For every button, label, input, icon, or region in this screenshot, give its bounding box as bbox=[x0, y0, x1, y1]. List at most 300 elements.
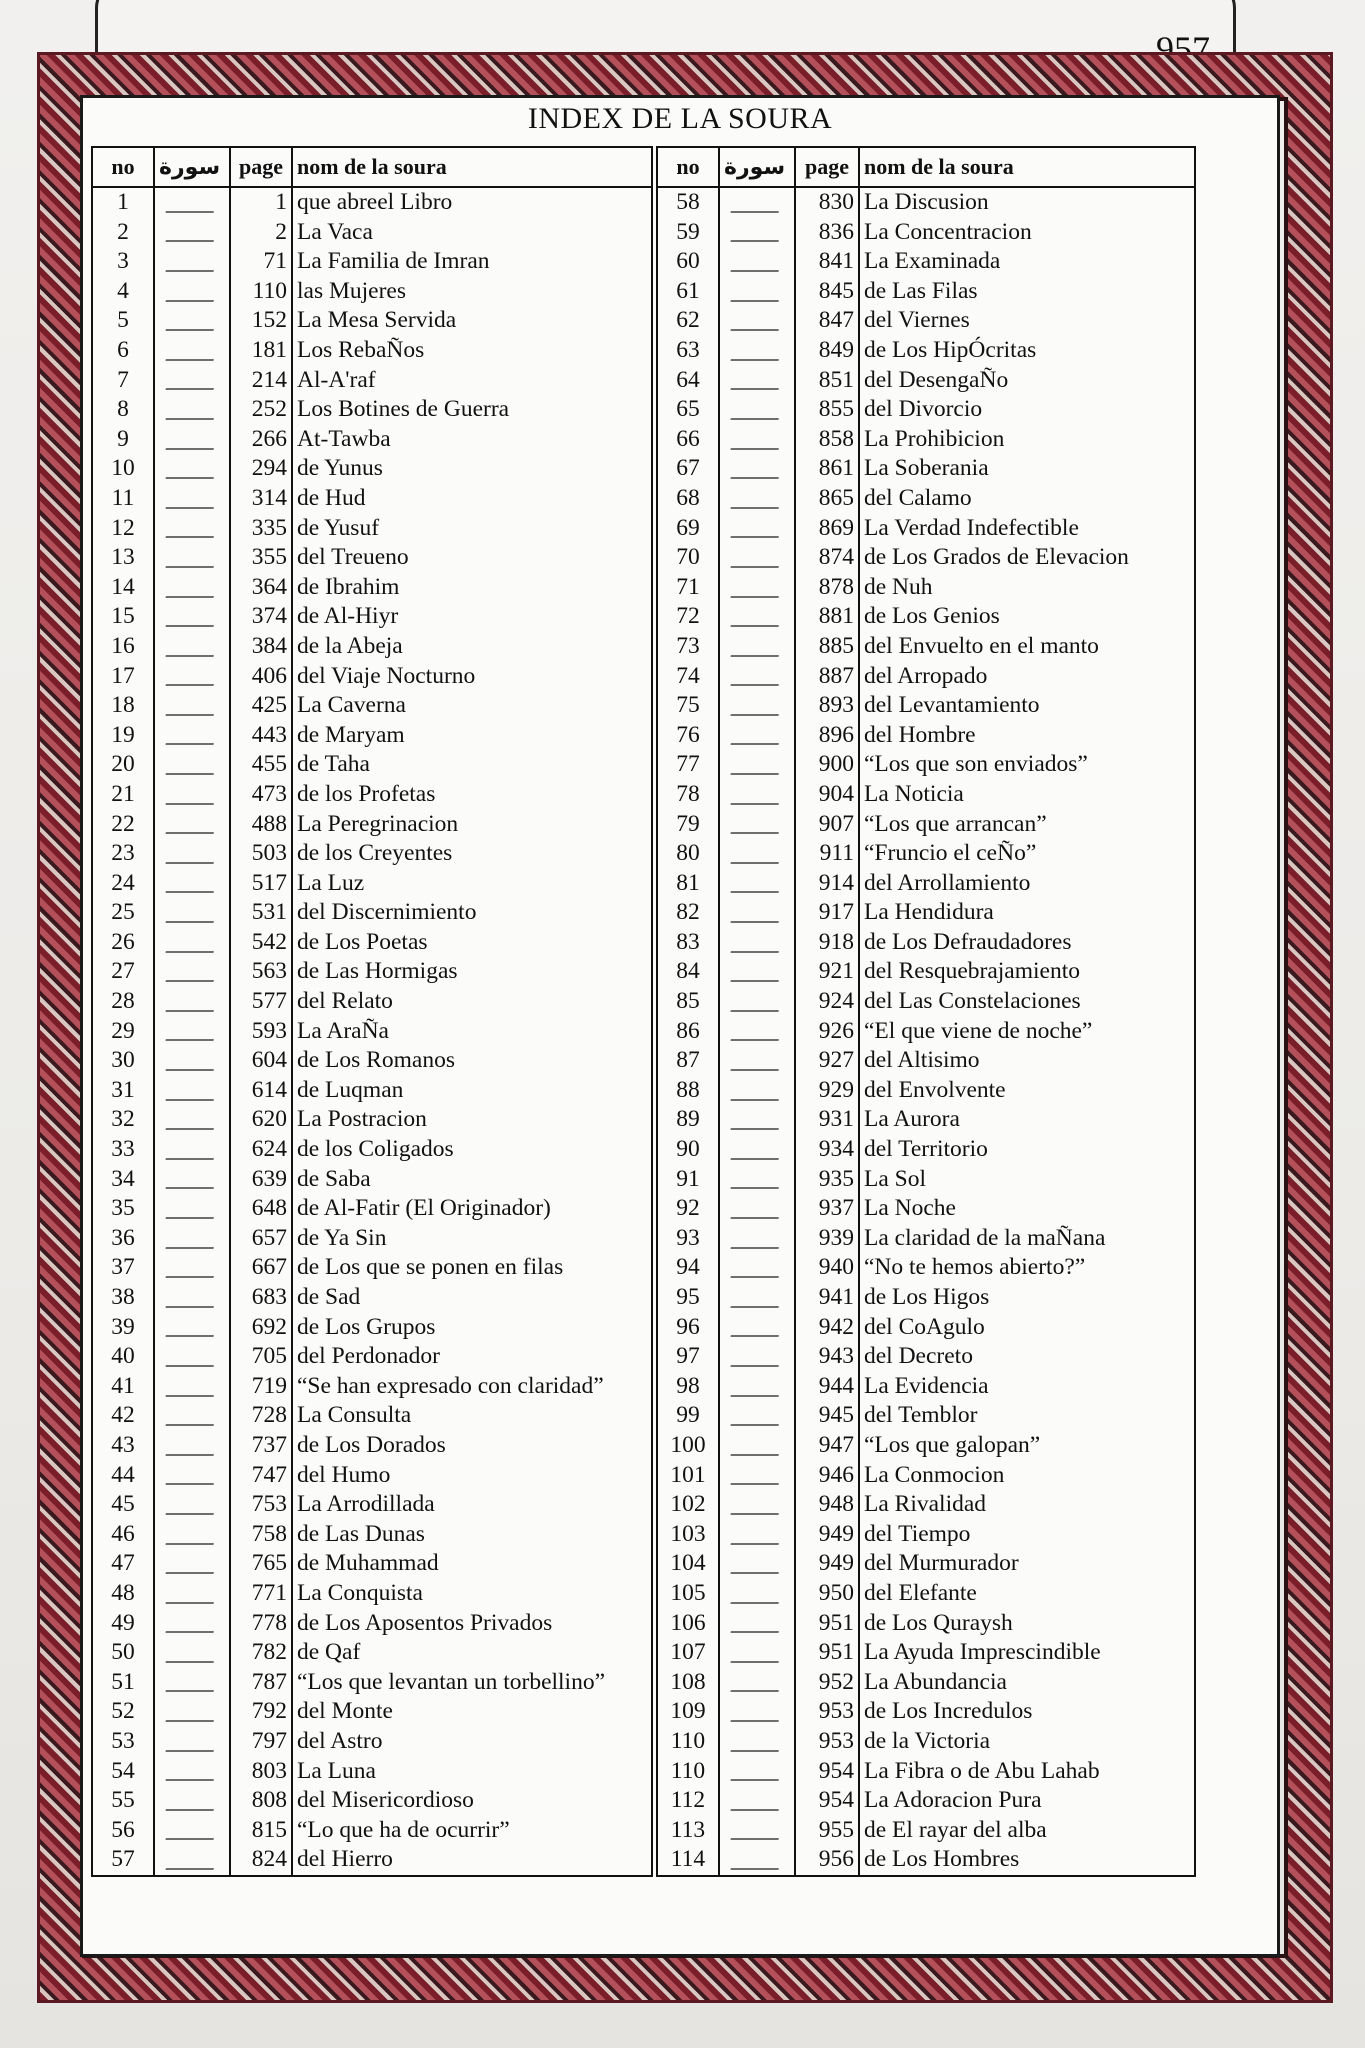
surah-arabic-calligraphy bbox=[719, 839, 795, 869]
surah-number: 28 bbox=[92, 987, 154, 1017]
table-row bbox=[657, 1431, 1195, 1461]
arabic-calligraphy-icon bbox=[730, 988, 783, 1012]
surah-name: de Luqman bbox=[292, 1076, 652, 1106]
surah-page: 878 bbox=[795, 573, 859, 603]
surah-arabic-calligraphy bbox=[719, 809, 795, 839]
arabic-calligraphy-icon bbox=[730, 189, 783, 213]
surah-arabic-calligraphy bbox=[154, 573, 230, 603]
arabic-calligraphy-icon bbox=[730, 307, 783, 331]
surah-name: de Maryam bbox=[292, 721, 652, 751]
surah-name: de Taha bbox=[292, 750, 652, 780]
table-header-row bbox=[92, 147, 652, 187]
arabic-calligraphy-icon bbox=[165, 366, 218, 390]
surah-arabic-calligraphy bbox=[719, 602, 795, 632]
surah-name: La Prohibicion bbox=[859, 425, 1195, 455]
arabic-calligraphy-icon bbox=[730, 1432, 783, 1456]
arabic-calligraphy-icon bbox=[730, 1136, 783, 1160]
surah-number: 68 bbox=[657, 484, 719, 514]
surah-page: 953 bbox=[795, 1697, 859, 1727]
arabic-calligraphy-icon bbox=[165, 1550, 218, 1574]
surah-number: 17 bbox=[92, 662, 154, 692]
surah-arabic-calligraphy bbox=[719, 425, 795, 455]
surah-name: La Verdad Indefectible bbox=[859, 514, 1195, 544]
table-row bbox=[92, 691, 652, 721]
surah-arabic-calligraphy bbox=[154, 1845, 230, 1876]
surah-arabic-calligraphy bbox=[154, 898, 230, 928]
surah-number: 73 bbox=[657, 632, 719, 662]
arabic-calligraphy-icon bbox=[730, 1077, 783, 1101]
surah-name: de Los Defraudadores bbox=[859, 928, 1195, 958]
surah-name: del CoAgulo bbox=[859, 1313, 1195, 1343]
surah-number: 29 bbox=[92, 1017, 154, 1047]
arabic-calligraphy-icon bbox=[730, 1165, 783, 1189]
arabic-calligraphy-icon bbox=[730, 721, 783, 745]
page-number: 957 bbox=[1156, 29, 1210, 69]
arabic-calligraphy-icon bbox=[165, 1698, 218, 1722]
table-row bbox=[657, 247, 1195, 277]
header-name: nom de la soura bbox=[292, 147, 652, 187]
surah-page: 861 bbox=[795, 454, 859, 484]
surah-number: 50 bbox=[92, 1638, 154, 1668]
surah-page: 865 bbox=[795, 484, 859, 514]
surah-number: 37 bbox=[92, 1253, 154, 1283]
arabic-calligraphy-icon bbox=[165, 1225, 218, 1249]
surah-number: 58 bbox=[657, 187, 719, 218]
surah-name: del Envolvente bbox=[859, 1076, 1195, 1106]
surah-number: 33 bbox=[92, 1135, 154, 1165]
surah-number: 103 bbox=[657, 1520, 719, 1550]
surah-page: 753 bbox=[230, 1490, 292, 1520]
arabic-calligraphy-icon bbox=[165, 544, 218, 568]
surah-arabic-calligraphy bbox=[154, 1372, 230, 1402]
surah-arabic-calligraphy bbox=[154, 1549, 230, 1579]
surah-number: 34 bbox=[92, 1165, 154, 1195]
table-row bbox=[92, 1579, 652, 1609]
surah-arabic-calligraphy bbox=[719, 187, 795, 218]
table-row bbox=[92, 1165, 652, 1195]
surah-number: 32 bbox=[92, 1105, 154, 1135]
surah-name: del Relato bbox=[292, 987, 652, 1017]
surah-name: La Arrodillada bbox=[292, 1490, 652, 1520]
surah-arabic-calligraphy bbox=[719, 898, 795, 928]
surah-number: 87 bbox=[657, 1046, 719, 1076]
arabic-calligraphy-icon bbox=[165, 1373, 218, 1397]
surah-arabic-calligraphy bbox=[154, 1638, 230, 1668]
surah-page: 797 bbox=[230, 1727, 292, 1757]
surah-name: La Soberania bbox=[859, 454, 1195, 484]
surah-number: 38 bbox=[92, 1283, 154, 1313]
arabic-calligraphy-icon bbox=[730, 1668, 783, 1692]
surah-name: del Murmurador bbox=[859, 1549, 1195, 1579]
surah-number: 18 bbox=[92, 691, 154, 721]
surah-number: 20 bbox=[92, 750, 154, 780]
surah-page: 952 bbox=[795, 1668, 859, 1698]
surah-page: 294 bbox=[230, 454, 292, 484]
surah-arabic-calligraphy bbox=[154, 1253, 230, 1283]
surah-name: de Las Dunas bbox=[292, 1520, 652, 1550]
surah-number: 1 bbox=[92, 187, 154, 218]
surah-page: 900 bbox=[795, 750, 859, 780]
surah-arabic-calligraphy bbox=[719, 1638, 795, 1668]
surah-arabic-calligraphy bbox=[719, 957, 795, 987]
surah-page: 473 bbox=[230, 780, 292, 810]
surah-number: 26 bbox=[92, 928, 154, 958]
surah-name: de Yusuf bbox=[292, 514, 652, 544]
arabic-calligraphy-icon bbox=[730, 1402, 783, 1426]
arabic-calligraphy-icon bbox=[730, 366, 783, 390]
table-row bbox=[657, 869, 1195, 899]
surah-arabic-calligraphy bbox=[719, 1313, 795, 1343]
surah-page: 705 bbox=[230, 1342, 292, 1372]
surah-page: 841 bbox=[795, 247, 859, 277]
table-row bbox=[92, 187, 652, 218]
surah-number: 89 bbox=[657, 1105, 719, 1135]
surah-page: 782 bbox=[230, 1638, 292, 1668]
surah-page: 455 bbox=[230, 750, 292, 780]
surah-page: 181 bbox=[230, 336, 292, 366]
arabic-calligraphy-icon bbox=[165, 1668, 218, 1692]
surah-page: 728 bbox=[230, 1401, 292, 1431]
table-row bbox=[92, 1845, 652, 1876]
surah-arabic-calligraphy bbox=[154, 425, 230, 455]
surah-arabic-calligraphy bbox=[154, 1756, 230, 1786]
surah-arabic-calligraphy bbox=[154, 1697, 230, 1727]
table-row bbox=[657, 1579, 1195, 1609]
surah-page: 849 bbox=[795, 336, 859, 366]
surah-page: 593 bbox=[230, 1017, 292, 1047]
surah-name: La Conquista bbox=[292, 1579, 652, 1609]
surah-number: 11 bbox=[92, 484, 154, 514]
table-row bbox=[92, 1253, 652, 1283]
surah-page: 266 bbox=[230, 425, 292, 455]
arabic-calligraphy-icon bbox=[730, 1284, 783, 1308]
surah-arabic-calligraphy bbox=[719, 218, 795, 248]
arabic-calligraphy-icon bbox=[730, 396, 783, 420]
surah-name: Los Botines de Guerra bbox=[292, 395, 652, 425]
surah-page: 951 bbox=[795, 1638, 859, 1668]
table-row bbox=[92, 632, 652, 662]
surah-arabic-calligraphy bbox=[154, 395, 230, 425]
surah-name: de Los Aposentos Privados bbox=[292, 1609, 652, 1639]
surah-name: de Los que se ponen en filas bbox=[292, 1253, 652, 1283]
surah-number: 36 bbox=[92, 1224, 154, 1254]
surah-page: 577 bbox=[230, 987, 292, 1017]
surah-page: 406 bbox=[230, 662, 292, 692]
arabic-calligraphy-icon bbox=[730, 633, 783, 657]
table-row bbox=[657, 1727, 1195, 1757]
arabic-calligraphy-icon bbox=[165, 1491, 218, 1515]
arabic-calligraphy-icon bbox=[730, 1017, 783, 1041]
surah-arabic-calligraphy bbox=[154, 306, 230, 336]
surah-number: 30 bbox=[92, 1046, 154, 1076]
table-row bbox=[657, 1668, 1195, 1698]
table-row bbox=[657, 1816, 1195, 1846]
table-row bbox=[92, 987, 652, 1017]
surah-name: del Arropado bbox=[859, 662, 1195, 692]
surah-number: 63 bbox=[657, 336, 719, 366]
surah-number: 48 bbox=[92, 1579, 154, 1609]
arabic-calligraphy-icon bbox=[730, 337, 783, 361]
surah-arabic-calligraphy bbox=[719, 306, 795, 336]
surah-number: 72 bbox=[657, 602, 719, 632]
table-row bbox=[92, 336, 652, 366]
surah-name: de Los Romanos bbox=[292, 1046, 652, 1076]
table-row bbox=[657, 632, 1195, 662]
surah-number: 94 bbox=[657, 1253, 719, 1283]
surah-arabic-calligraphy bbox=[154, 721, 230, 751]
surah-page: 517 bbox=[230, 869, 292, 899]
arabic-calligraphy-icon bbox=[730, 1225, 783, 1249]
surah-page: 926 bbox=[795, 1017, 859, 1047]
surah-name: “Los que arrancan” bbox=[859, 809, 1195, 839]
arabic-calligraphy-icon bbox=[165, 692, 218, 716]
arabic-calligraphy-icon bbox=[730, 1254, 783, 1278]
arabic-calligraphy-icon bbox=[165, 1165, 218, 1189]
table-row bbox=[92, 1668, 652, 1698]
surah-name: de Qaf bbox=[292, 1638, 652, 1668]
surah-number: 27 bbox=[92, 957, 154, 987]
table-row bbox=[657, 987, 1195, 1017]
surah-name: del Elefante bbox=[859, 1579, 1195, 1609]
surah-number: 52 bbox=[92, 1697, 154, 1727]
surah-name: “Los que galopan” bbox=[859, 1431, 1195, 1461]
table-row bbox=[92, 1490, 652, 1520]
table-row bbox=[657, 1017, 1195, 1047]
surah-page: 771 bbox=[230, 1579, 292, 1609]
surah-arabic-calligraphy bbox=[719, 750, 795, 780]
surah-page: 667 bbox=[230, 1253, 292, 1283]
table-row bbox=[92, 1461, 652, 1491]
surah-arabic-calligraphy bbox=[154, 1342, 230, 1372]
surah-name: At-Tawba bbox=[292, 425, 652, 455]
surah-number: 76 bbox=[657, 721, 719, 751]
surah-name: de Los Grupos bbox=[292, 1313, 652, 1343]
arabic-calligraphy-icon bbox=[165, 1639, 218, 1663]
surah-arabic-calligraphy bbox=[719, 1756, 795, 1786]
arabic-calligraphy-icon bbox=[730, 1373, 783, 1397]
surah-arabic-calligraphy bbox=[154, 1313, 230, 1343]
table-row bbox=[92, 543, 652, 573]
table-row bbox=[92, 928, 652, 958]
surah-arabic-calligraphy bbox=[719, 1165, 795, 1195]
surah-name: de Ya Sin bbox=[292, 1224, 652, 1254]
table-row bbox=[92, 1609, 652, 1639]
table-row bbox=[92, 750, 652, 780]
table-row bbox=[92, 1520, 652, 1550]
arabic-calligraphy-icon bbox=[730, 662, 783, 686]
arabic-calligraphy-icon bbox=[730, 1343, 783, 1367]
table-row bbox=[657, 484, 1195, 514]
surah-name: La claridad de la maÑana bbox=[859, 1224, 1195, 1254]
surah-page: 956 bbox=[795, 1845, 859, 1876]
table-row bbox=[92, 780, 652, 810]
surah-number: 107 bbox=[657, 1638, 719, 1668]
arabic-calligraphy-icon bbox=[730, 218, 783, 242]
header-no: no bbox=[92, 147, 154, 187]
surah-name: La Adoracion Pura bbox=[859, 1786, 1195, 1816]
surah-arabic-calligraphy bbox=[154, 691, 230, 721]
table-row bbox=[92, 218, 652, 248]
surah-page: 929 bbox=[795, 1076, 859, 1106]
surah-arabic-calligraphy bbox=[719, 1609, 795, 1639]
surah-name: de Las Filas bbox=[859, 277, 1195, 307]
arabic-calligraphy-icon bbox=[730, 1195, 783, 1219]
surah-page: 620 bbox=[230, 1105, 292, 1135]
surah-number: 104 bbox=[657, 1549, 719, 1579]
arabic-calligraphy-icon bbox=[165, 1195, 218, 1219]
surah-name: La Abundancia bbox=[859, 1668, 1195, 1698]
surah-arabic-calligraphy bbox=[719, 1549, 795, 1579]
table-row bbox=[657, 1372, 1195, 1402]
table-row bbox=[657, 543, 1195, 573]
surah-arabic-calligraphy bbox=[154, 1076, 230, 1106]
surah-page: 944 bbox=[795, 1372, 859, 1402]
table-row bbox=[657, 1342, 1195, 1372]
arabic-calligraphy-icon bbox=[165, 1047, 218, 1071]
surah-arabic-calligraphy bbox=[719, 1461, 795, 1491]
table-row bbox=[92, 662, 652, 692]
surah-arabic-calligraphy bbox=[154, 809, 230, 839]
arabic-calligraphy-icon bbox=[730, 1698, 783, 1722]
surah-page: 927 bbox=[795, 1046, 859, 1076]
surah-name: “Los que levantan un torbellino” bbox=[292, 1668, 652, 1698]
arabic-calligraphy-icon bbox=[730, 1757, 783, 1781]
surah-arabic-calligraphy bbox=[154, 1194, 230, 1224]
arabic-calligraphy-icon bbox=[730, 1461, 783, 1485]
surah-number: 12 bbox=[92, 514, 154, 544]
surah-page: 946 bbox=[795, 1461, 859, 1491]
table-row bbox=[92, 514, 652, 544]
surah-number: 114 bbox=[657, 1845, 719, 1876]
surah-name: La Caverna bbox=[292, 691, 652, 721]
surah-arabic-calligraphy bbox=[154, 1579, 230, 1609]
table-row bbox=[657, 1786, 1195, 1816]
arabic-calligraphy-icon bbox=[730, 840, 783, 864]
arabic-calligraphy-icon bbox=[165, 1432, 218, 1456]
surah-page: 907 bbox=[795, 809, 859, 839]
table-row bbox=[657, 1253, 1195, 1283]
surah-name: del Altisimo bbox=[859, 1046, 1195, 1076]
table-row bbox=[657, 1224, 1195, 1254]
surah-page: 836 bbox=[795, 218, 859, 248]
surah-page: 940 bbox=[795, 1253, 859, 1283]
table-row bbox=[92, 1816, 652, 1846]
table-row bbox=[657, 454, 1195, 484]
surah-number: 62 bbox=[657, 306, 719, 336]
arabic-calligraphy-icon bbox=[165, 189, 218, 213]
surah-number: 22 bbox=[92, 809, 154, 839]
arabic-calligraphy-icon bbox=[165, 1816, 218, 1840]
surah-number: 64 bbox=[657, 366, 719, 396]
page-title: INDEX DE LA SOURA bbox=[527, 102, 833, 135]
table-row bbox=[92, 484, 652, 514]
surah-number: 23 bbox=[92, 839, 154, 869]
table-row bbox=[657, 691, 1195, 721]
surah-name: del Tiempo bbox=[859, 1520, 1195, 1550]
arabic-calligraphy-icon bbox=[165, 337, 218, 361]
surah-name: del Perdonador bbox=[292, 1342, 652, 1372]
surah-name: las Mujeres bbox=[292, 277, 652, 307]
header-page: page bbox=[230, 147, 292, 187]
surah-arabic-calligraphy bbox=[154, 869, 230, 899]
table-row bbox=[92, 957, 652, 987]
table-row bbox=[657, 809, 1195, 839]
surah-page: 953 bbox=[795, 1727, 859, 1757]
arabic-calligraphy-icon bbox=[165, 988, 218, 1012]
surah-arabic-calligraphy bbox=[154, 1816, 230, 1846]
surah-number: 40 bbox=[92, 1342, 154, 1372]
surah-name: de Los Hombres bbox=[859, 1845, 1195, 1876]
surah-number: 42 bbox=[92, 1401, 154, 1431]
arabic-calligraphy-icon bbox=[165, 218, 218, 242]
surah-arabic-calligraphy bbox=[719, 395, 795, 425]
surah-page: 488 bbox=[230, 809, 292, 839]
surah-name: del Misericordioso bbox=[292, 1786, 652, 1816]
surah-page: 815 bbox=[230, 1816, 292, 1846]
surah-arabic-calligraphy bbox=[719, 454, 795, 484]
surah-page: 934 bbox=[795, 1135, 859, 1165]
surah-name: del Hierro bbox=[292, 1845, 652, 1876]
surah-arabic-calligraphy bbox=[154, 750, 230, 780]
table-row bbox=[92, 247, 652, 277]
surah-arabic-calligraphy bbox=[719, 987, 795, 1017]
surah-arabic-calligraphy bbox=[719, 1342, 795, 1372]
surah-arabic-calligraphy bbox=[719, 1431, 795, 1461]
table-row bbox=[657, 1697, 1195, 1727]
surah-name: del Las Constelaciones bbox=[859, 987, 1195, 1017]
surah-page: 935 bbox=[795, 1165, 859, 1195]
table-row bbox=[657, 1194, 1195, 1224]
surah-number: 2 bbox=[92, 218, 154, 248]
surah-number: 112 bbox=[657, 1786, 719, 1816]
arabic-calligraphy-icon bbox=[730, 781, 783, 805]
surah-number: 105 bbox=[657, 1579, 719, 1609]
surah-name: “Lo que ha de ocurrir” bbox=[292, 1816, 652, 1846]
surah-page: 110 bbox=[230, 277, 292, 307]
arabic-calligraphy-icon bbox=[730, 426, 783, 450]
surah-page: 563 bbox=[230, 957, 292, 987]
arabic-calligraphy-icon bbox=[730, 278, 783, 302]
surah-number: 96 bbox=[657, 1313, 719, 1343]
surah-arabic-calligraphy bbox=[719, 484, 795, 514]
table-row bbox=[92, 1401, 652, 1431]
surah-number: 82 bbox=[657, 898, 719, 928]
surah-page: 765 bbox=[230, 1549, 292, 1579]
table-row bbox=[92, 306, 652, 336]
arabic-calligraphy-icon bbox=[730, 1580, 783, 1604]
surah-page: 1 bbox=[230, 187, 292, 218]
surah-arabic-calligraphy bbox=[719, 1816, 795, 1846]
arabic-calligraphy-icon bbox=[730, 1313, 783, 1337]
surah-page: 939 bbox=[795, 1224, 859, 1254]
table-row bbox=[92, 1224, 652, 1254]
surah-page: 855 bbox=[795, 395, 859, 425]
surah-name: del Discernimiento bbox=[292, 898, 652, 928]
table-row bbox=[657, 721, 1195, 751]
arabic-calligraphy-icon bbox=[165, 514, 218, 538]
surah-page: 954 bbox=[795, 1786, 859, 1816]
surah-number: 56 bbox=[92, 1816, 154, 1846]
surah-name: de Ibrahim bbox=[292, 573, 652, 603]
surah-arabic-calligraphy bbox=[154, 514, 230, 544]
table-row bbox=[657, 662, 1195, 692]
surah-page: 945 bbox=[795, 1401, 859, 1431]
table-row bbox=[657, 1165, 1195, 1195]
surah-arabic-calligraphy bbox=[154, 1668, 230, 1698]
surah-name: La Discusion bbox=[859, 187, 1195, 218]
table-row bbox=[657, 1520, 1195, 1550]
surah-number: 100 bbox=[657, 1431, 719, 1461]
